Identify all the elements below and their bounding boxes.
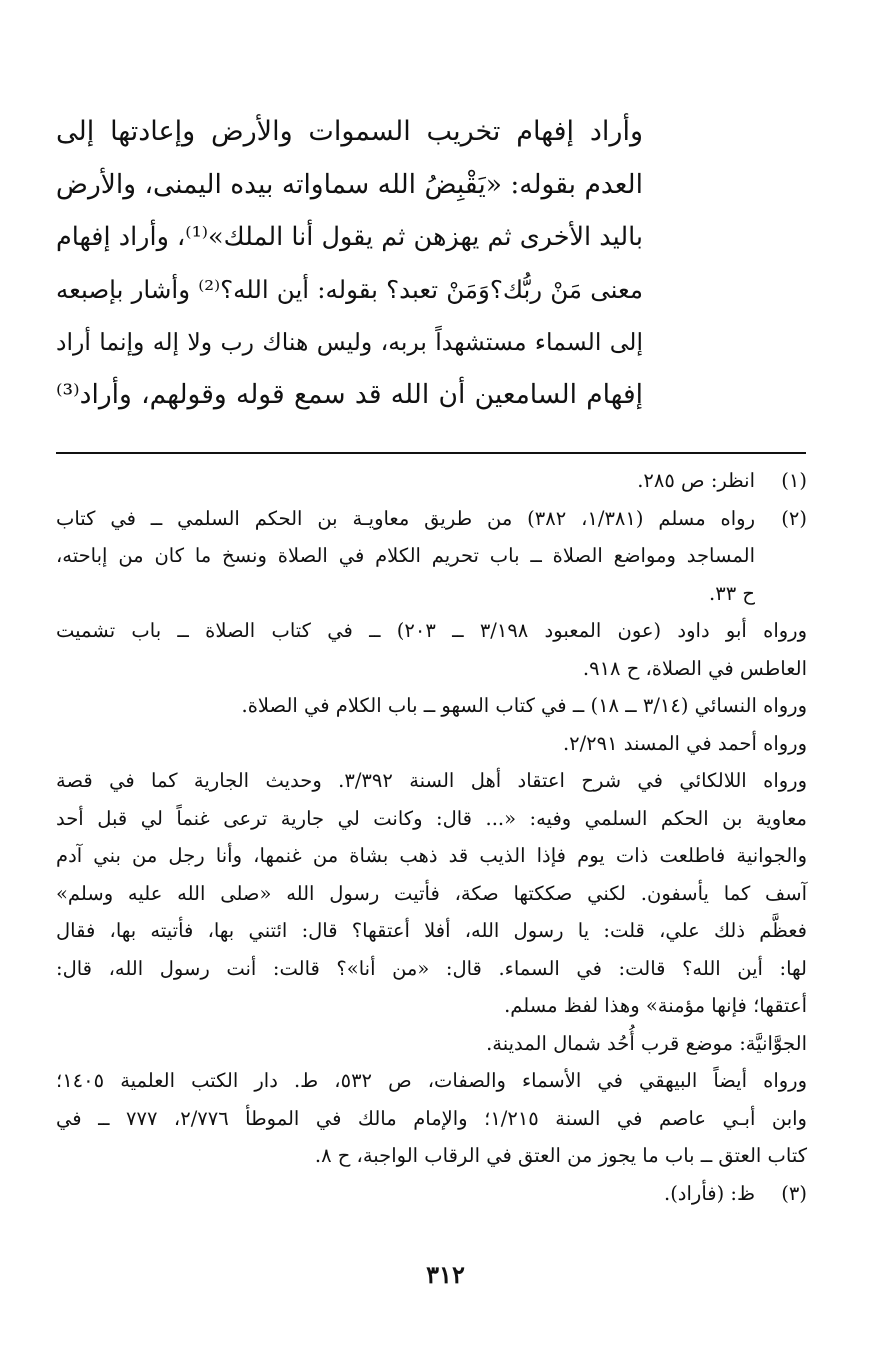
footnote-line: رواه مسلم (١/٣٨١، ٣٨٢) من طريق معاويـة بن الحكم السلمي ــ في كتاب <box>56 506 755 530</box>
footnote-number: (١) <box>781 469 807 492</box>
main-text-line: معنى مَنْ ربُّك؟وَمَنْ تعبد؟ بقوله: أين الله؟⁽²⁾ وأشار بإصبعه <box>56 274 643 304</box>
main-text-line: إفهام السامعين أن الله قد سمع قوله وقولهم، وأراد⁽³⁾ <box>56 378 643 410</box>
main-text-line: باليد الأخرى ثم يهزهن ثم يقول أنا الملك»⁽¹⁾، وأراد إفهام <box>56 222 643 252</box>
main-text-line: العدم بقوله: «يَقْبِضُ الله سماواته بيده اليمنى، والأرض <box>55 168 643 200</box>
main-text-line: وأراد إفهام تخريب السموات والأرض وإعادتها إلى <box>56 116 643 147</box>
footnotes <box>56 462 807 1212</box>
footnote-line: ح ٣٣. <box>709 581 755 605</box>
footnote-line: ورواه أحمد في المسند ٢/٢٩١. <box>562 731 807 755</box>
footnote-2-bayhaqi <box>56 1062 807 1175</box>
footnote-line: أعتقها؛ فإنها مؤمنة» وهذا لفظ مسلم. <box>504 994 807 1017</box>
footnote-2-abu-dawud <box>56 612 807 687</box>
footnote-line: معاوية بن الحكم السلمي وفيه: «... قال: وكانت لي جارية ترعى غنماً لي قبل أحد <box>56 806 807 830</box>
footnote-2-ahmad <box>56 725 807 763</box>
footnote-2-jawaniya <box>56 1025 807 1063</box>
footnote-line: انظر: ص ٢٨٥. <box>637 469 755 492</box>
footnote-line: ورواه النسائي (٣/١٤ ــ ١٨) ــ في كتاب السهو ــ باب الكلام في الصلاة. <box>241 694 807 717</box>
main-text <box>56 106 643 421</box>
footnote-line: وابن أبـي عاصم في السنة ١/٢١٥؛ والإمام مالك في الموطأ ٢/٧٧٦، ٧٧٧ ــ في <box>56 1106 807 1130</box>
footnote-line: ورواه أيضاً البيهقي في الأسماء والصفات، ص ٥٣٢، ط. دار الكتب العلمية ١٤٠٥؛ <box>56 1069 807 1092</box>
footnote-3 <box>56 1175 807 1213</box>
footnote-number: (٣) <box>781 1181 807 1205</box>
footnote-line: ظ: (فأراد). <box>664 1181 755 1205</box>
main-text-line: إلى السماء مستشهداً بربه، وليس هناك رب ولا إله وإنما أراد <box>56 328 643 356</box>
footnote-2-lalakai <box>56 762 807 1025</box>
footnote-1 <box>56 462 807 500</box>
footnote-line: العاطس في الصلاة، ح ٩١٨. <box>582 656 807 680</box>
footnote-line: آسف كما يأسفون. لكني صككتها صكة، فأتيت رسول الله «صلى الله عليه وسلم» <box>56 881 807 905</box>
footnote-2-nasai <box>56 687 807 725</box>
page-number: ٣١٢ <box>426 1260 465 1289</box>
footnote-line: لها: أين الله؟ قالت: في السماء. قال: «من أنا»؟ قالت: أنت رسول الله، قال: <box>56 956 807 980</box>
footnote-line: ورواه اللالكائي في شرح اعتقاد أهل السنة ٣/٣٩٢. وحديث الجارية كما في قصة <box>56 769 807 792</box>
footnote-2 <box>56 500 807 613</box>
footnote-number: (٢) <box>781 506 807 530</box>
footnote-separator <box>56 452 806 454</box>
footnote-line: الجوَّانيَّة: موضع قرب أُحُد شمال المدينة. <box>486 1031 807 1055</box>
footnote-line: كتاب العتق ــ باب ما يجوز من العتق في الرقاب الواجبة، ح ٨. <box>314 1144 807 1167</box>
footnote-line: المساجد ومواضع الصلاة ــ باب تحريم الكلام في الصلاة ونسخ ما كان من إباحته، <box>56 544 755 567</box>
footnote-line: ورواه أبو داود (عون المعبود ٣/١٩٨ ــ ٢٠٣) ــ في كتاب الصلاة ــ باب تشميت <box>56 619 807 642</box>
footnote-line: فعظَّم ذلك علي، قلت: يا رسول الله، أفلا أعتقها؟ قال: ائتني بها، فأتيته بها، فقال <box>56 919 807 942</box>
footnote-line: والجوانية فاطلعت ذات يوم فإذا الذيب قد ذهب بشاة من غنمها، وأنا رجل من بني آدم <box>56 844 807 867</box>
